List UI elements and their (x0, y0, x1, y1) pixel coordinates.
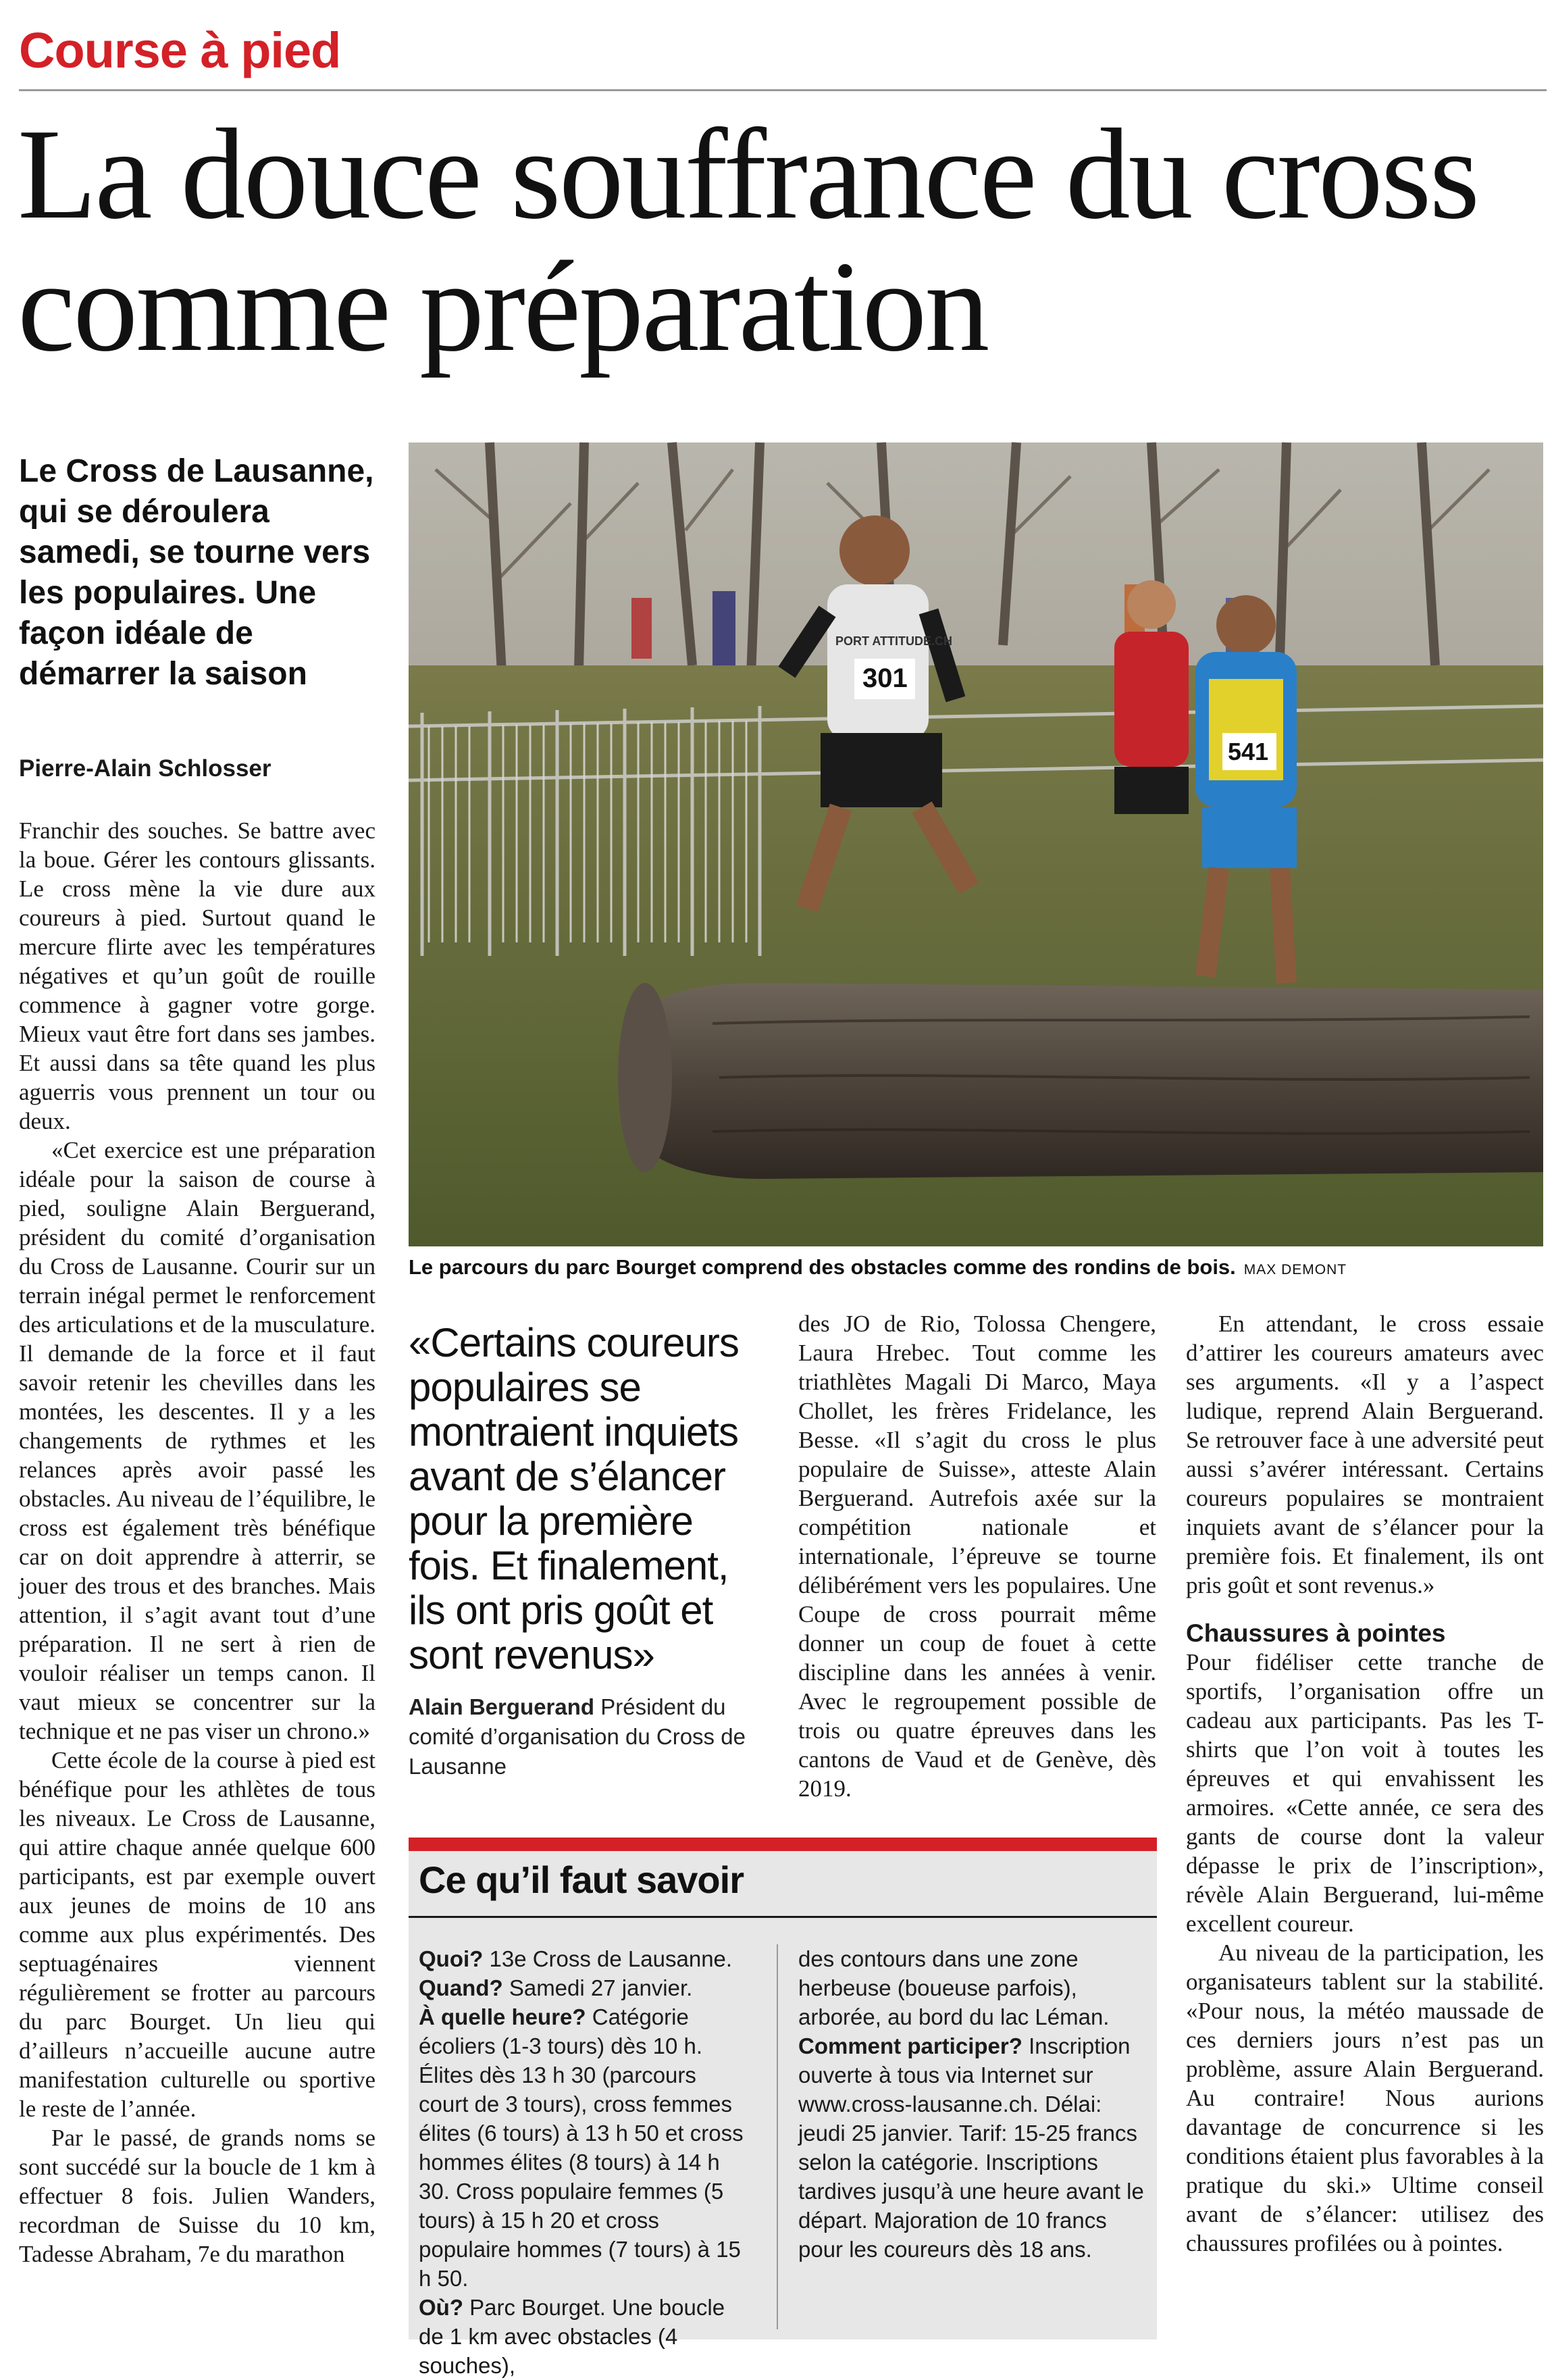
race-photo (409, 442, 1543, 1246)
infobox-column-1 (419, 1944, 750, 2378)
infobox-rule (409, 1916, 1157, 1918)
info-item (419, 1973, 750, 2002)
info-key: Quoi? (419, 1946, 484, 1971)
photo-credit: MAX DEMONT (1243, 1262, 1347, 1277)
info-value: des contours dans une zone herbeuse (boueuse parfois), arborée, au bord du lac Léman. (798, 1946, 1110, 2029)
shirt-text: PORT ATTITUDE.CH (835, 634, 952, 648)
pull-quote-attribution (409, 1692, 773, 1781)
info-value: Samedi 27 janvier. (509, 1975, 693, 2000)
caption-text: Le parcours du parc Bourget comprend des obstacles comme des rondins de bois. (409, 1255, 1236, 1279)
photo-caption (409, 1255, 1550, 1280)
paragraph: En attendant, le cross essaie d’attirer les coureurs amateurs avec ses arguments. «Il y a l’aspect ludique, reprend Alain Berguerand. Se retrouver face à une adversité peut aussi s’avérer intéressant. Certains coureurs populaires se montraient inquiets avant de s’élancer pour la première fois. Et finalement, ils ont pris goût et sont revenus.» (1186, 1311, 1544, 1598)
info-value: 13e Cross de Lausanne. (489, 1946, 733, 1971)
paragraph: Pour fidéliser cette tranche de sportifs, l’organisation offre un cadeau aux participants. Pas les T-shirts que l’on voit à toutes les épreuves et qui envahissent les armoires. «Cette année, ce sera des gants de course dont la valeur dépasse le prix de l’inscription», révèle Alain Berguerand, lui-même excellent coureur. (1186, 1649, 1544, 1937)
infobox-divider (777, 1944, 778, 2329)
info-item (419, 2002, 750, 2293)
paragraph: Au niveau de la participation, les organisateurs tablent sur la stabilité. «Pour nous, la météo maussade de ces derniers jours n’est pas un problème, assure Alain Berguerand. Au contraire! Nous aurions davantage de concurrence si les conditions étaient plus favorables à la pratique du ski.» Ultime conseil avant de s’élancer: utilisez des chaussures profilées ou à pointes. (1186, 1940, 1544, 2256)
headline: La douce souffrance du cross comme préparation (18, 102, 1478, 378)
pull-quote: «Certains coureurs populaires se montraient inquiets avant de s’élancer pour la première fois. Et finalement, ils ont pris goût et sont revenus» (409, 1320, 739, 1677)
author: Pierre-Alain Schlosser (19, 755, 271, 782)
info-item (419, 1944, 750, 1973)
photo-illustration (409, 442, 1543, 1246)
infobox-column-2 (798, 1944, 1149, 2336)
info-key: À quelle heure? (419, 2004, 586, 2029)
paragraph: Par le passé, de grands noms se sont succédé sur la boucle de 1 km à effectuer 8 fois. Julien Wanders, recordman de Suisse du 10 km, Tadesse Abraham, 7e du marathon (19, 2125, 375, 2267)
paragraph: Cette école de la course à pied est bénéfique pour les athlètes de tous les niveaux. Le Cross de Lausanne, qui attire chaque année quelque 600 participants, est par exemple ouvert aux jeunes de moins de 10 ans comme aux plus expérimentés. Des septuagénaires viennent régulièrement se frotter au parcours du parc Bourget. Un lieu qui d’ailleurs n’accueille aucune autre manifestation culturelle ou sportive le reste de l’année. (19, 1747, 375, 2122)
info-value: Parc Bourget. Une boucle de 1 km avec obstacles (4 souches), (419, 2295, 725, 2378)
info-key: Où? (419, 2295, 463, 2320)
bib-301: 301 (862, 663, 908, 693)
info-value: Catégorie écoliers (1-3 tours) dès 10 h. Élites dès 13 h 30 (parcours court de 3 tours), cross femmes élites (6 tours) à 13 h 50 et cross hommes élites (8 tours) à 14 h 30. Cross populaire femmes (5 tours) à 15 h 20 et cross populaire hommes (7 tours) à 15 h 50. (419, 2004, 744, 2291)
paragraph: «Cet exercice est une préparation idéale pour la saison de course à pied, souligne Alain Berguerand, président du comité d’organisation du Cross de Lausanne. Courir sur un terrain inégal permet le renforcement des articulations et de la musculature. Il demande de la force et il faut savoir retenir les chevilles dans les montées, les descentes. Il y a les changements de rythmes et les relances après avoir passé les obstacles. Au niveau de l’équilibre, le cross est également très bénéfique car on doit apprendre à atterrir, se jouer des trous et des branches. Mais attention, il s’agit avant tout d’une préparation. Il ne sert à rien de vouloir réaliser un temps canon. Il vaut mieux se concentrer sur la technique et ne pas viser un chrono.» (19, 1137, 375, 1744)
info-value: Inscription ouverte à tous via Internet sur www.cross-lausanne.ch. Délai: jeudi 25 janvier. Tarif: 15-25 francs selon la catégorie. Inscriptions tardives jusqu’à une heure avant le départ. Majoration de 10 francs pour les coureurs dès 18 ans. (798, 2033, 1144, 2262)
infobox-accent-bar (409, 1838, 1157, 1851)
lede: Le Cross de Lausanne, qui se déroulera samedi, se tourne vers les populaires. Une façon idéale de démarrer la saison (19, 453, 374, 692)
paragraph: Franchir des souches. Se battre avec la boue. Gérer les contours glissants. Le cross mène la vie dure aux coureurs à pied. Surtout quand le mercure flirte avec les températures négatives et qu’un goût de rouille commence à gagner votre gorge. Mieux vaut être fort dans ses jambes. Et aussi dans sa tête quand les plus aguerris vous prennent un tour ou deux. (19, 817, 375, 1134)
info-key: Quand? (419, 1975, 503, 2000)
subhead: Chaussures à pointes (1186, 1619, 1446, 1647)
info-item (798, 1944, 1149, 2031)
quote-name: Alain Berguerand (409, 1694, 595, 1719)
info-key: Comment participer? (798, 2033, 1022, 2058)
section-label: Course à pied (19, 22, 341, 78)
body-column-3 (798, 1309, 1156, 1809)
info-item (419, 2293, 750, 2380)
body-column-1 (19, 816, 375, 2333)
body-column-4 (1186, 1309, 1544, 2336)
info-item (798, 2031, 1149, 2264)
bib-541: 541 (1228, 738, 1269, 765)
infobox-title: Ce qu’il faut savoir (419, 1858, 744, 1901)
quote-role: Président du comité d’organisation du Cross de Lausanne (409, 1694, 746, 1779)
top-rule (19, 89, 1547, 91)
paragraph: des JO de Rio, Tolossa Chengere, Laura Hrebec. Tout comme les triathlètes Magali Di Marco, Maya Chollet, les frères Fridelance, les Besse. «Il s’agit du cross le plus populaire de Suisse», atteste Alain Berguerand. Autrefois axée sur la compétition nationale et internationale, l’épreuve se tourne délibérément vers les populaires. Une Coupe de cross pourrait même donner un coup de fouet à cette discipline dans les années à venir. Avec le regroupement possible de trois ou quatre épreuves dans les cantons de Vaud et de Genève, dès 2019. (798, 1311, 1156, 1802)
